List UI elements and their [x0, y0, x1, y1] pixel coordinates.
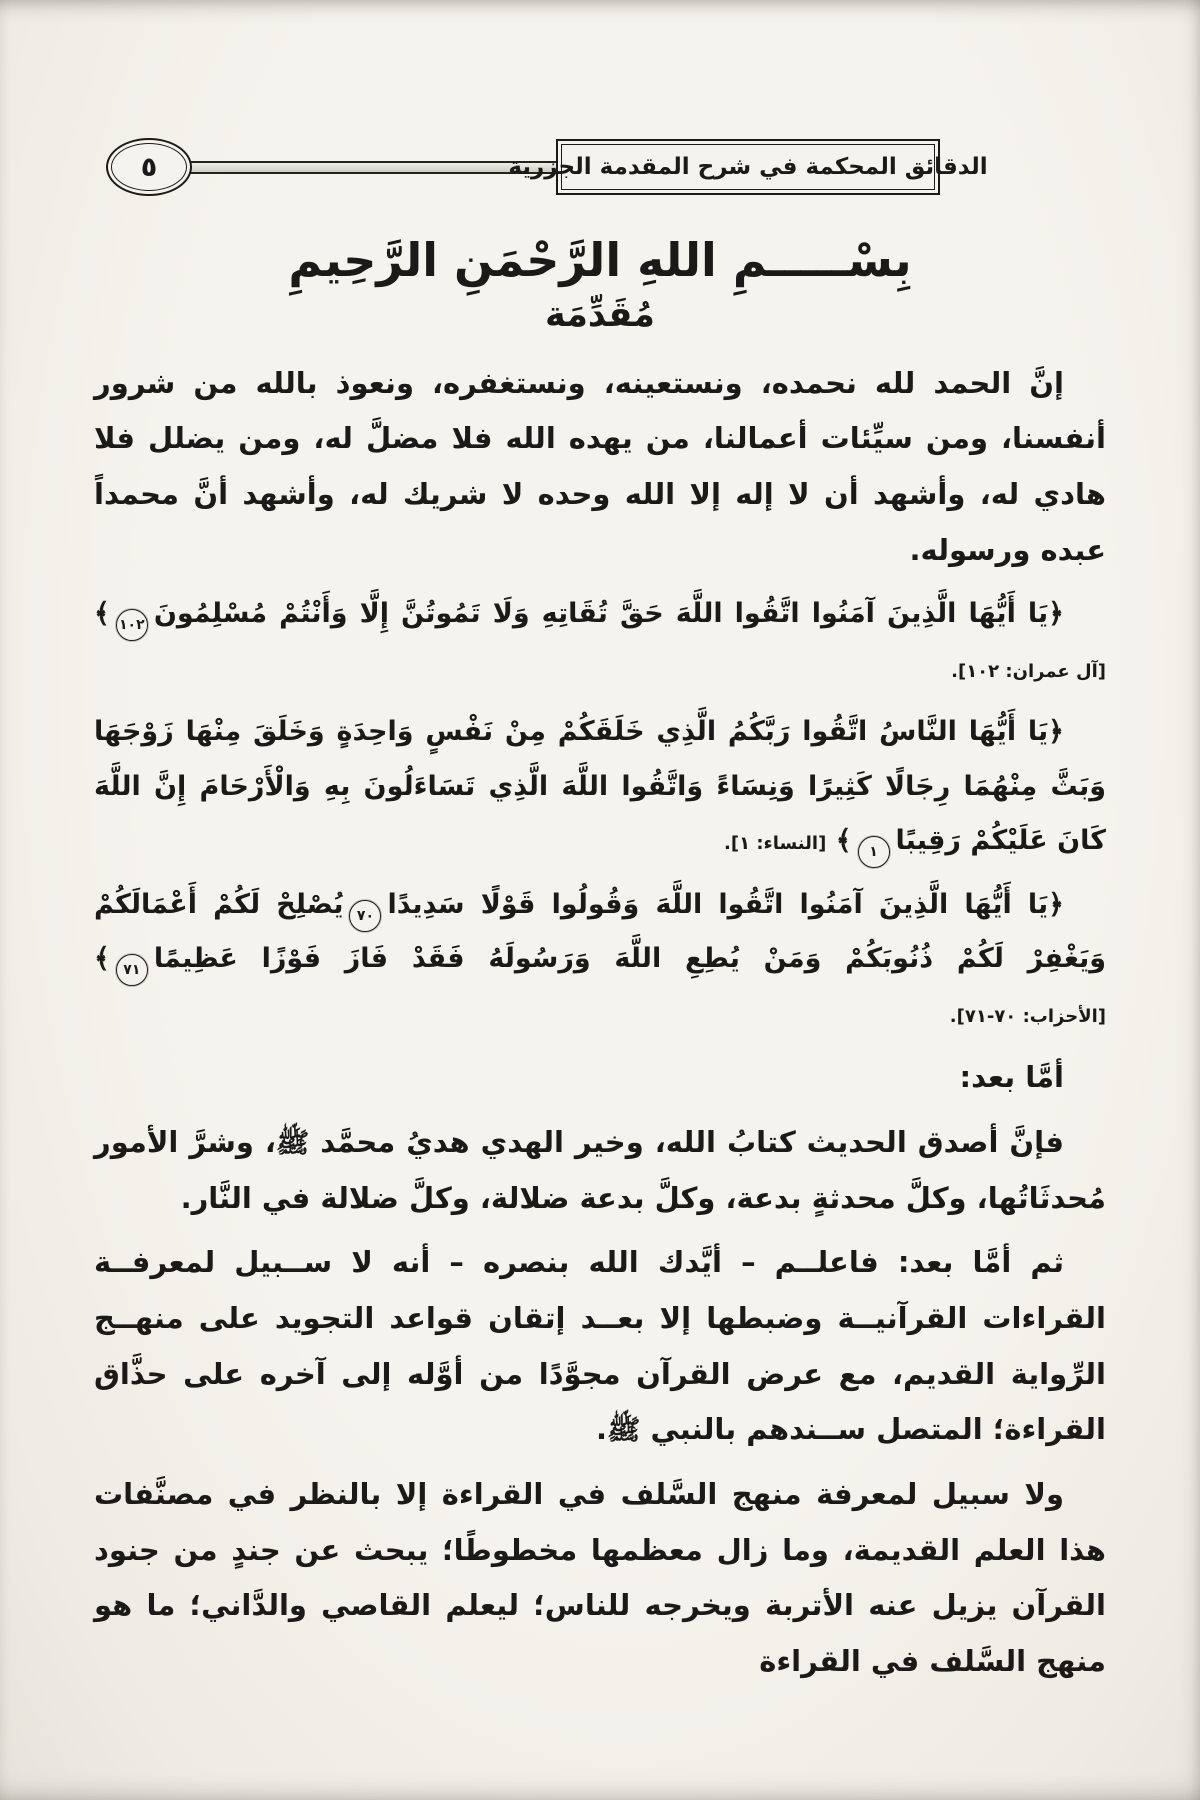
quran-verse-an-nisa [94, 705, 1106, 869]
paragraph-manhaj-alsalaf: ولا سبيل لمعرفة منهج السَّلف في القراءة إلا بالنظر في مصنَّفات هذا العلم القديمة، وما زال معظمها مخطوطًا؛ يبحث عن جندٍ من جنود القرآن يزيل عنه الأتربة ويخرجه للناس؛ ليعلم القاصي والدَّاني؛ ما هو منهج السَّلف في القراءة [94, 1477, 1106, 1679]
basmala-calligraphy: بِسْـــــمِ اللهِ الرَّحْمَنِ الرَّحِيمِ [288, 233, 912, 287]
paragraph-khutbah: إنَّ الحمد لله نحمده، ونستعينه، ونستغفره، ونعوذ بالله من شرور أنفسنا، ومن سيِّئات أعمالنا، من يهده الله فلا مضلَّ له، ومن يضلل فلا هادي له، وأشهد أن لا إله إلا الله وحده لا شريك له، وأشهد أنَّ محمداً عبده ورسوله. [94, 365, 1106, 567]
page-number: ٥ [140, 151, 158, 183]
paragraph-asdaq-alhadith [94, 1115, 1106, 1226]
paragraph-thumma-amma-baad [94, 1235, 1106, 1458]
book-title: الدقائق المحكمة في شرح المقدمة الجزرية [508, 153, 988, 180]
page-header [106, 138, 988, 196]
ayah-number-ornament: ٧١ [116, 954, 148, 986]
sallallahu-alayhi-wasallam-symbol: ﷺ [607, 1414, 641, 1447]
ayah-number-ornament: ١ [858, 836, 890, 868]
verse-text: ﴿يَا أَيُّهَا النَّاسُ اتَّقُوا رَبَّكُمُ الَّذِي خَلَقَكُمْ مِنْ نَفْسٍ وَاحِدَةٍ وَخَلَقَ مِنْهَا زَوْجَهَا وَبَثَّ مِنْهُمَا رِجَالًا كَثِيرًا وَنِسَاءً وَاتَّقُوا اللَّهَ الَّذِي تَسَاءَلُونَ بِهِ وَالْأَرْحَامَ إِنَّ اللَّهَ كَانَ عَلَيْكُمْ رَقِيبًا [94, 716, 1106, 857]
book-title-box [508, 139, 988, 195]
paragraph-text: ثم أمَّا بعد: فاعلــم – أيَّدك الله بنصره – أنه لا ســبيل لمعرفــة القراءات القرآنيــة وضبطها إلا بعــد إتقان قواعد التجويد على منهــج الرِّواية القديم، مع عرض القرآن مجوَّدًا من أوَّله إلى آخره على حذَّاق القراءة؛ المتصل ســندهم بالنبي [94, 1245, 1106, 1447]
quran-verse-aal-imran [94, 587, 1106, 696]
verse-reference: [النساء: ١]. [723, 833, 827, 855]
verse-reference: [آل عمران: ١٠٢]. [951, 660, 1106, 682]
verse-text: يُصْلِحْ لَكُمْ أَعْمَالَكُمْ وَيَغْفِرْ لَكُمْ ذُنُوبَكُمْ وَمَنْ يُطِعِ اللَّهَ وَرَسُولَهُ فَقَدْ فَازَ فَوْزًا عَظِيمًا [94, 888, 1106, 975]
paragraph-text: . [596, 1412, 608, 1447]
paragraph-amma-baad: أمَّا بعد: [959, 1060, 1064, 1095]
quran-verse-al-ahzab [94, 878, 1106, 1042]
paragraph-text: فإنَّ أصدق الحديث كتابُ الله، وخير الهدي هديُ محمَّد [309, 1125, 1064, 1160]
section-heading-muqaddima: مُقَدِّمَة [545, 294, 655, 335]
verse-text: ﴿يَا أَيُّهَا الَّذِينَ آمَنُوا اتَّقُوا اللَّهَ وَقُولُوا قَوْلًا سَدِيدًا [387, 888, 1064, 920]
verse-close-bracket: ﴾ [94, 943, 110, 975]
sallallahu-alayhi-wasallam-symbol: ﷺ [275, 1127, 310, 1160]
verse-close-bracket: ﴾ [835, 825, 852, 857]
ayah-number-ornament: ١٠٢ [116, 609, 148, 641]
verse-close-bracket: ﴾ [94, 598, 110, 630]
page-number-badge [106, 138, 192, 196]
verse-reference: [الأحزاب: ٧٠-٧١]. [949, 1005, 1106, 1027]
paragraph-text: ، وشرَّ الأمور مُحدثَاتُها، وكلَّ محدثةٍ بدعة، وكلَّ بدعة ضلالة، وكلَّ ضلالة في النَّار. [94, 1125, 1106, 1215]
ayah-number-ornament: ٧٠ [349, 900, 381, 932]
verse-text: ﴿يَا أَيُّهَا الَّذِينَ آمَنُوا اتَّقُوا اللَّهَ حَقَّ تُقَاتِهِ وَلَا تَمُوتُنَّ إِلَّا وَأَنْتُمْ مُسْلِمُونَ [153, 598, 1064, 630]
